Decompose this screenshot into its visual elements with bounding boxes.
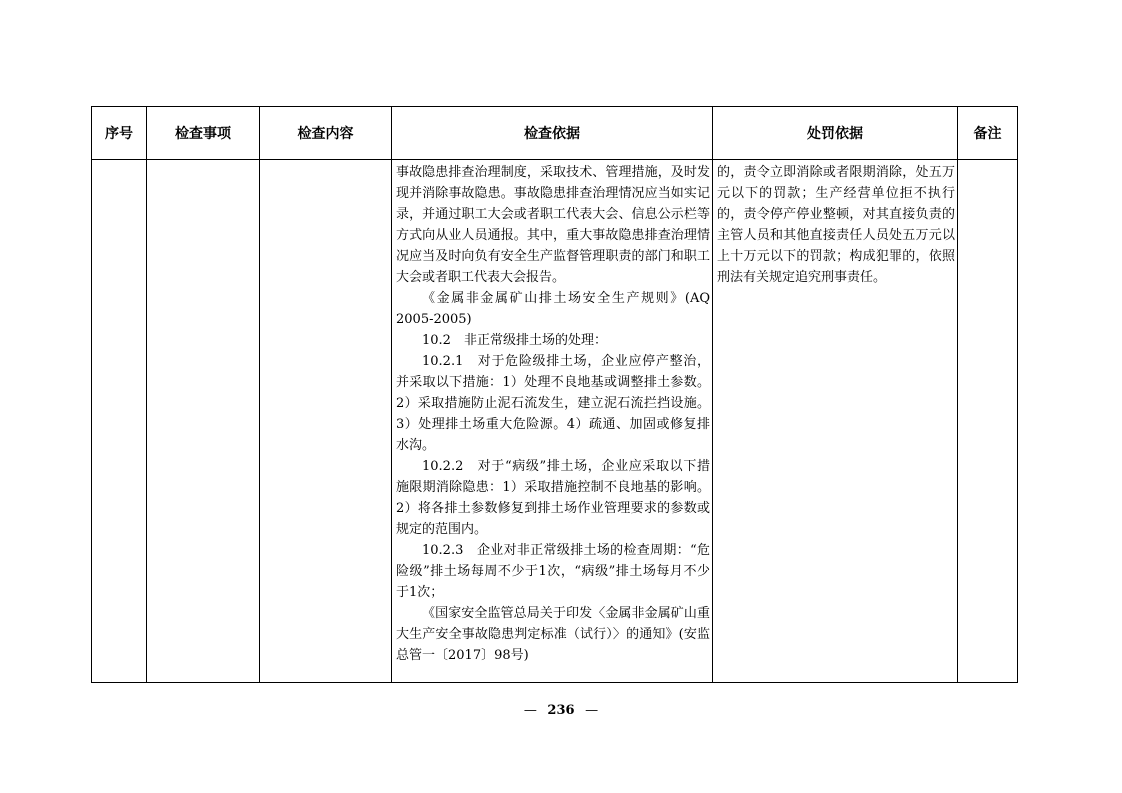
basis-paragraph: 《金属非金属矿山排土场安全生产规则》(AQ 2005-2005): [396, 291, 710, 327]
header-inspection-content: 检查内容: [260, 107, 392, 160]
footer-dash-right: —: [585, 703, 599, 718]
header-penalty-basis: 处罚依据: [713, 107, 958, 160]
basis-paragraph: 10.2.1 对于危险级排土场，企业应停产整治，并采取以下措施：1）处理不良地基或调整排土参数。2）采取措施防止泥石流发生，建立泥石流拦挡设施。3）处理排土场重大危险源。4）疏通、加固或修复排水沟。: [396, 354, 710, 453]
cell-inspection-basis: [392, 160, 713, 683]
cell-inspection-content: [260, 160, 392, 683]
basis-paragraph: 10.2.3 企业对非正常级排土场的检查周期：“危险级”排土场每周不少于1次，“病级”排土场每月不少于1次；: [396, 543, 710, 600]
basis-paragraph: 事故隐患排查治理制度，采取技术、管理措施，及时发现并消除事故隐患。事故隐患排查治理情况应当如实记录，并通过职工大会或者职工代表大会、信息公示栏等方式向从业人员通报。其中，重大事故隐患排查治理情况应当及时向负有安全生产监督管理职责的部门和职工大会或者职工代表大会报告。: [396, 165, 710, 285]
page-footer: [0, 703, 1122, 718]
inspection-basis-text: [392, 160, 712, 666]
cell-penalty-basis: [713, 160, 958, 683]
cell-inspection-item: [147, 160, 260, 683]
cell-remarks: [958, 160, 1018, 683]
header-serial-number: 序号: [92, 107, 147, 160]
footer-dash-left: —: [523, 703, 537, 718]
basis-paragraph: 10.2 非正常级排土场的处理：: [422, 333, 607, 348]
header-remarks: 备注: [958, 107, 1018, 160]
basis-paragraph: 10.2.2 对于“病级”排土场，企业应采取以下措施限期消除隐患：1）采取措施控制不良地基的影响。2）将各排土参数修复到排土场作业管理要求的参数或规定的范围内。: [396, 459, 710, 537]
header-inspection-basis: 检查依据: [392, 107, 713, 160]
basis-paragraph: 《国家安全监管总局关于印发〈金属非金属矿山重大生产安全事故隐患判定标准（试行）〉的通知》(安监总管一〔2017〕98号): [396, 606, 710, 663]
header-inspection-item: 检查事项: [147, 107, 260, 160]
cell-serial-number: [92, 160, 147, 683]
penalty-paragraph: 的，责令立即消除或者限期消除，处五万元以下的罚款；生产经营单位拒不执行的，责令停产停业整顿，对其直接负责的主管人员和其他直接责任人员处五万元以上十万元以下的罚款；构成犯罪的，依照刑法有关规定追究刑事责任。: [717, 165, 955, 285]
page-number: 236: [547, 703, 575, 718]
regulation-table: [91, 106, 1018, 683]
penalty-basis-text: [713, 160, 957, 288]
table-row: [92, 160, 1018, 683]
table-header-row: [92, 107, 1018, 160]
